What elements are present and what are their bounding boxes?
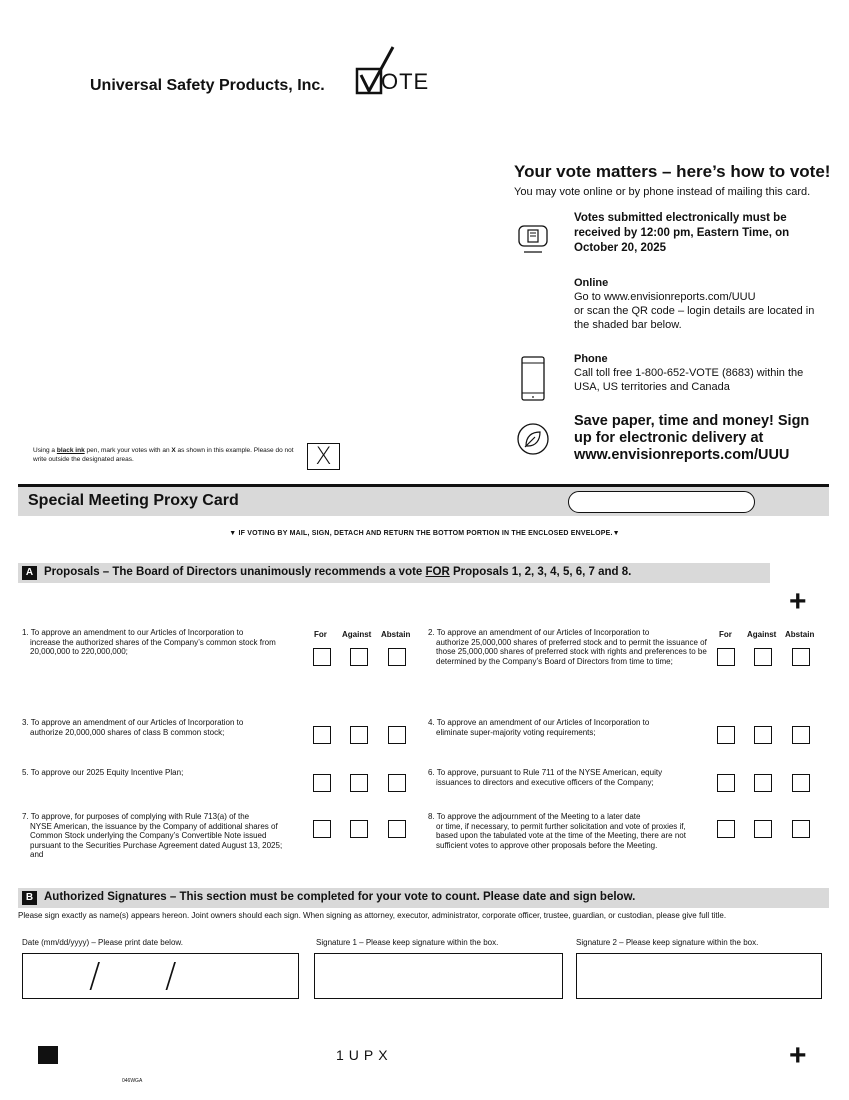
proposal-7-rest: NYSE American, the issuance by the Company of additional shares of Common Stock underlying the Company’s Convertible Note issued pursuant to the Securities Purchase Agreement dated August 13, 2025; and (30, 821, 283, 859)
section-a-header (18, 563, 770, 583)
p6-against-checkbox[interactable] (754, 774, 772, 792)
col-abstain-right: Abstain (785, 630, 815, 639)
online-line2: or scan the QR code – login details are located in the shaded bar below. (574, 305, 815, 331)
proposal-2-rest: authorize 25,000,000 shares of preferred stock and to permit the issuance of those 25,000,000 shares of preferred stock with rights and preferences to be determined by the Company’s Board of Directors from time to time; (436, 637, 707, 666)
date-slash-2: / (165, 956, 177, 996)
proposal-6-rest: issuances to directors and executive officers of the Company; (436, 777, 654, 787)
p8-against-checkbox[interactable] (754, 820, 772, 838)
proposal-2 (428, 628, 708, 666)
p4-abstain-checkbox[interactable] (792, 726, 810, 744)
signature1-label: Signature 1 – Please keep signature within the box. (316, 938, 499, 947)
p2-for-checkbox[interactable] (717, 648, 735, 666)
title-bar (18, 484, 829, 516)
proposal-3-first: 3. To approve an amendment of our Articles of Incorporation to (22, 718, 244, 727)
proposal-1 (22, 628, 297, 657)
registration-square (38, 1046, 58, 1064)
p3-against-checkbox[interactable] (350, 726, 368, 744)
computer-icon (516, 222, 550, 256)
company-name: Universal Safety Products, Inc. (90, 77, 325, 94)
section-a-label-pre: Proposals – The Board of Directors unanimously recommends a vote (44, 566, 426, 578)
proposal-4-rest: eliminate super-majority voting requirements; (436, 727, 596, 737)
registration-plus-icon: + (789, 585, 807, 618)
proposal-1-rest: increase the authorized shares of the Company’s common stock from 20,000,000 to 220,000,000; (30, 637, 276, 656)
p1-abstain-checkbox[interactable] (388, 648, 406, 666)
proposal-5-first: 5. To approve our 2025 Equity Incentive Plan; (22, 768, 184, 777)
leaf-icon (516, 422, 550, 456)
p1-for-checkbox[interactable] (313, 648, 331, 666)
section-b-label: Authorized Signatures – This section must be completed for your vote to count. Please date and sign below. (44, 891, 636, 903)
vote-matters-subtitle: You may vote online or by phone instead of mailing this card. (514, 186, 811, 198)
p8-for-checkbox[interactable] (717, 820, 735, 838)
save-paper-text: Save paper, time and money! Sign up for electronic delivery at www.envisionreports.com/UUU (574, 413, 810, 463)
online-line1: Go to www.envisionreports.com/UUU (574, 291, 756, 303)
logo-text: OTE (381, 69, 430, 94)
p4-against-checkbox[interactable] (754, 726, 772, 744)
proposal-5 (22, 768, 297, 778)
p7-for-checkbox[interactable] (313, 820, 331, 838)
p5-for-checkbox[interactable] (313, 774, 331, 792)
proposal-4-first: 4. To approve an amendment of our Articles of Incorporation to (428, 718, 650, 727)
p8-abstain-checkbox[interactable] (792, 820, 810, 838)
p6-for-checkbox[interactable] (717, 774, 735, 792)
p4-for-checkbox[interactable] (717, 726, 735, 744)
signature1-box[interactable] (314, 953, 563, 999)
detach-instructions: ▼ IF VOTING BY MAIL, SIGN, DETACH AND RETURN THE BOTTOM PORTION IN THE ENCLOSED ENVELOPE.▼ (229, 530, 620, 537)
section-a-badge: A (22, 566, 37, 580)
form-id: 1UPX (336, 1047, 393, 1063)
p1-against-checkbox[interactable] (350, 648, 368, 666)
online-section (574, 276, 824, 332)
col-for-left: For (314, 630, 327, 639)
proposal-6-first: 6. To approve, pursuant to Rule 711 of the NYSE American, equity (428, 768, 663, 777)
instr-mid: pen, mark your votes with an (84, 447, 172, 454)
date-slash-1: / (89, 956, 101, 996)
proposal-8-rest: or time, if necessary, to permit further solicitation and vote of proxies if, based upon the tabulated vote at the time of the Meeting, there are not sufficient votes to approve other proposals before the Meeting. (436, 821, 686, 850)
proposal-8-first: 8. To approve the adjournment of the Meeting to a later date (428, 812, 641, 821)
proposal-2-first: 2. To approve an amendment of our Articles of Incorporation to (428, 628, 650, 637)
footer-plus-icon: + (789, 1039, 807, 1072)
vote-matters-title: Your vote matters – here’s how to vote! (514, 162, 831, 181)
date-input-box[interactable] (22, 953, 299, 999)
instr-x: X (171, 447, 176, 454)
section-a-label-for: FOR (425, 566, 450, 578)
vote-logo (355, 45, 445, 100)
section-b-badge: B (22, 891, 37, 905)
col-against-left: Against (342, 630, 372, 639)
p5-against-checkbox[interactable] (350, 774, 368, 792)
control-number-field (568, 491, 755, 513)
phone-text: Call toll free 1-800-652-VOTE (8683) within the USA, US territories and Canada (574, 367, 804, 393)
p5-abstain-checkbox[interactable] (388, 774, 406, 792)
p7-abstain-checkbox[interactable] (388, 820, 406, 838)
mark-instructions (33, 446, 303, 464)
p2-abstain-checkbox[interactable] (792, 648, 810, 666)
signature2-label: Signature 2 – Please keep signature within the box. (576, 938, 759, 947)
phone-section (574, 352, 824, 394)
instr-ink: black ink (56, 447, 85, 454)
instr-post: as shown in this example. Please do not write outside the designated areas. (33, 447, 294, 463)
col-against-right: Against (747, 630, 777, 639)
p2-against-checkbox[interactable] (754, 648, 772, 666)
proposal-7-first: 7. To approve, for purposes of complying with Rule 713(a) of the (22, 812, 250, 821)
proposal-1-first: 1. To approve an amendment to our Articles of Incorporation to (22, 628, 244, 637)
col-for-right: For (719, 630, 732, 639)
proposal-3-rest: authorize 20,000,000 shares of class B common stock; (30, 727, 225, 737)
deadline-text: Votes submitted electronically must be received by 12:00 pm, Eastern Time, on October 20, 2025 (574, 212, 790, 254)
signature-note: Please sign exactly as name(s) appears hereon. Joint owners should each sign. When signing as attorney, executor, administrator, corporate officer, trustee, guardian, or custodian, please give full title. (18, 911, 727, 920)
phone-title: Phone (574, 353, 608, 365)
col-abstain-left: Abstain (381, 630, 411, 639)
phone-icon (516, 356, 550, 402)
section-a-label-post: Proposals 1, 2, 3, 4, 5, 6, 7 and 8. (449, 566, 632, 578)
p6-abstain-checkbox[interactable] (792, 774, 810, 792)
instr-pre: Using a (33, 447, 57, 454)
p3-abstain-checkbox[interactable] (388, 726, 406, 744)
p7-against-checkbox[interactable] (350, 820, 368, 838)
section-a-label (44, 566, 631, 578)
proposal-3 (22, 718, 297, 737)
section-b-header (18, 888, 829, 908)
proposal-8 (428, 812, 708, 850)
proposal-7 (22, 812, 297, 860)
proposal-4 (428, 718, 708, 737)
online-title: Online (574, 277, 609, 289)
proposal-6 (428, 768, 708, 787)
date-label: Date (mm/dd/yyyy) – Please print date below. (22, 938, 183, 947)
card-title: Special Meeting Proxy Card (28, 492, 239, 509)
p3-for-checkbox[interactable] (313, 726, 331, 744)
example-mark-box: X (307, 443, 340, 470)
form-code: 046WGA (122, 1078, 143, 1084)
signature2-box[interactable] (576, 953, 822, 999)
